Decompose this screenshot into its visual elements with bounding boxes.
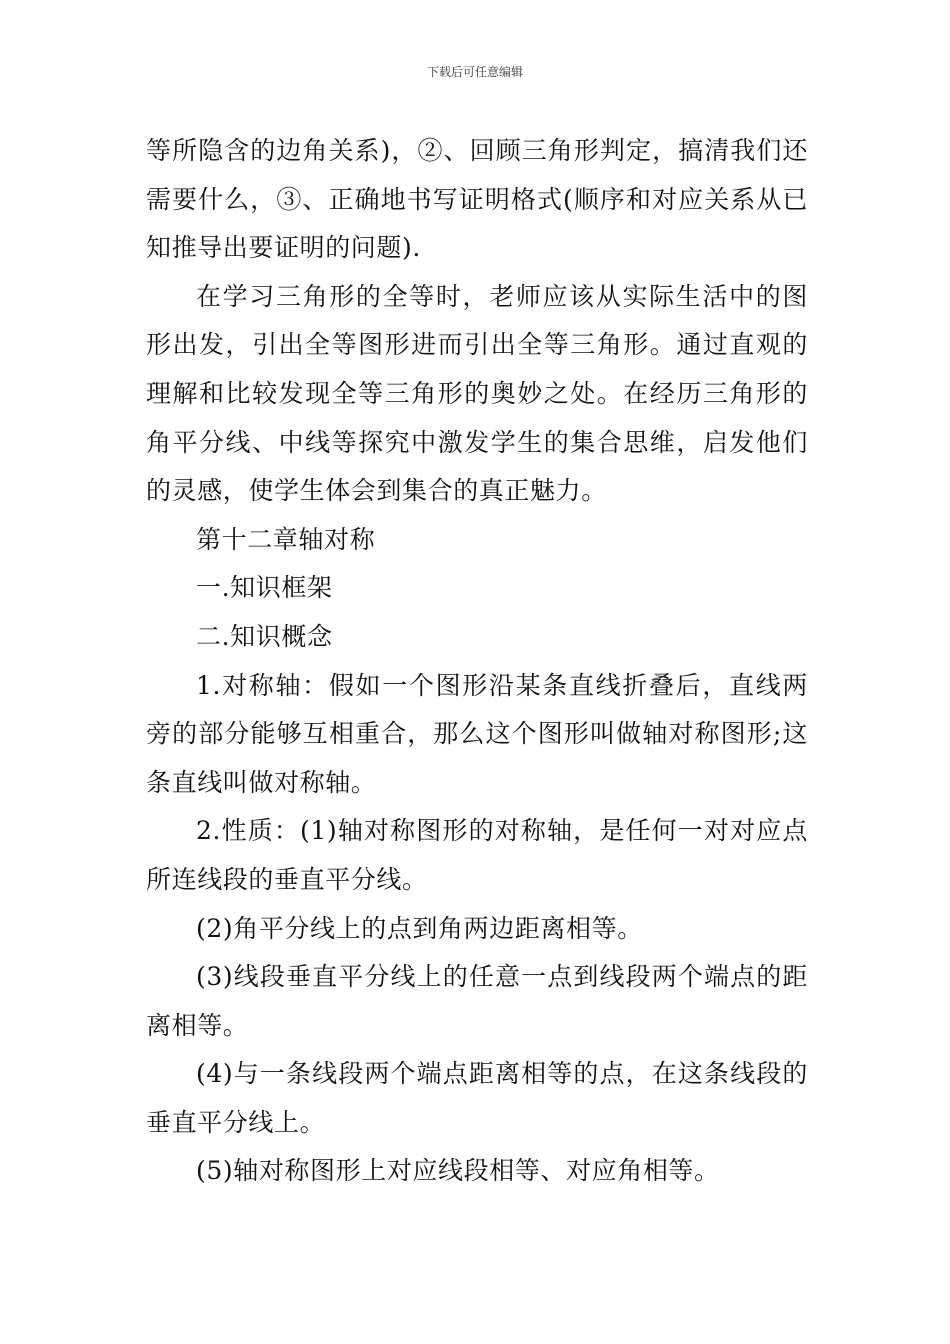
paragraph-property-1: 2.性质：(1)轴对称图形的对称轴，是任何一对对应点所连线段的垂直平分线。 bbox=[146, 816, 808, 894]
paragraph-property-5: (5)轴对称图形上对应线段相等、对应角相等。 bbox=[196, 1156, 720, 1186]
paragraph-property-3: (3)线段垂直平分线上的任意一点到线段两个端点的距离相等。 bbox=[146, 962, 808, 1040]
paragraph-teaching-note: 在学习三角形的全等时，老师应该从实际生活中的图形出发，引出全等图形进而引出全等三角形。通过直观的理解和比较发现全等三角形的奥妙之处。在经历三角形的角平分线、中线等探究中激发学生的集合思维，启发他们的灵感，使学生体会到集合的真正魅力。 bbox=[146, 281, 808, 506]
section-heading-framework: 一.知识框架 bbox=[196, 573, 333, 603]
paragraph-continuation: 等所隐含的边角关系)，②、回顾三角形判定，搞清我们还需要什么，③、正确地书写证明格式(顺序和对应关系从已知推导出要证明的问题). bbox=[146, 136, 808, 263]
paragraph-property-2: (2)角平分线上的点到角两边距离相等。 bbox=[196, 913, 643, 943]
paragraph-property-4: (4)与一条线段两个端点距离相等的点，在这条线段的垂直平分线上。 bbox=[146, 1059, 808, 1137]
page-header: 下载后可任意编辑 bbox=[426, 65, 523, 79]
paragraph-axis-definition: 1.对称轴：假如一个图形沿某条直线折叠后，直线两旁的部分能够互相重合，那么这个图形叫做轴对称图形;这条直线叫做对称轴。 bbox=[146, 670, 808, 797]
chapter-heading: 第十二章轴对称 bbox=[196, 524, 376, 554]
section-heading-concepts: 二.知识概念 bbox=[196, 621, 333, 651]
document-body bbox=[146, 127, 808, 1196]
